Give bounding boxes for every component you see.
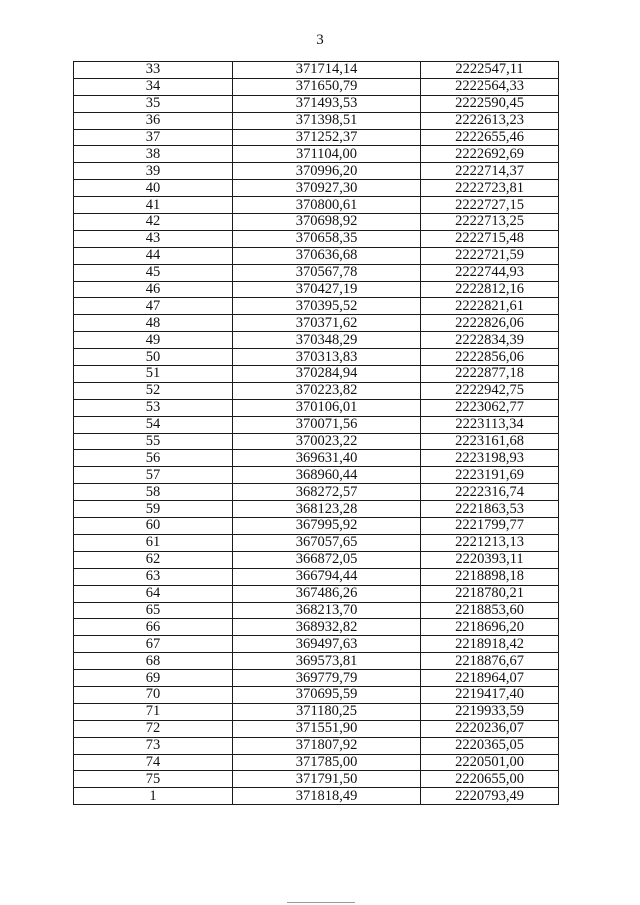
y-coordinate-cell: 2222692,69 [421, 146, 559, 163]
table-row [74, 163, 559, 180]
coordinates-table-body [74, 62, 559, 805]
table-row [74, 636, 559, 653]
y-coordinate-cell: 2220655,00 [421, 771, 559, 788]
point-number-cell: 58 [74, 484, 233, 501]
table-row [74, 788, 559, 805]
coordinates-table [73, 61, 559, 805]
point-number-cell: 63 [74, 568, 233, 585]
table-row [74, 771, 559, 788]
point-number-cell: 61 [74, 534, 233, 551]
y-coordinate-cell: 2223062,77 [421, 399, 559, 416]
y-coordinate-cell: 2223161,68 [421, 433, 559, 450]
table-row [74, 281, 559, 298]
x-coordinate-cell: 370695,59 [233, 686, 421, 703]
point-number-cell: 49 [74, 332, 233, 349]
point-number-cell: 65 [74, 602, 233, 619]
x-coordinate-cell: 370223,82 [233, 382, 421, 399]
table-row [74, 585, 559, 602]
table-row [74, 619, 559, 636]
point-number-cell: 50 [74, 349, 233, 366]
table-row [74, 349, 559, 366]
table-row [74, 653, 559, 670]
point-number-cell: 43 [74, 230, 233, 247]
point-number-cell: 51 [74, 366, 233, 383]
table-row [74, 197, 559, 214]
point-number-cell: 33 [74, 62, 233, 79]
x-coordinate-cell: 370698,92 [233, 214, 421, 231]
y-coordinate-cell: 2218696,20 [421, 619, 559, 636]
x-coordinate-cell: 366872,05 [233, 551, 421, 568]
y-coordinate-cell: 2222856,06 [421, 349, 559, 366]
x-coordinate-cell: 370927,30 [233, 180, 421, 197]
bottom-rule [287, 902, 355, 903]
table-row [74, 95, 559, 112]
table-row [74, 501, 559, 518]
point-number-cell: 47 [74, 298, 233, 315]
point-number-cell: 1 [74, 788, 233, 805]
y-coordinate-cell: 2222826,06 [421, 315, 559, 332]
table-row [74, 737, 559, 754]
point-number-cell: 73 [74, 737, 233, 754]
y-coordinate-cell: 2222812,16 [421, 281, 559, 298]
point-number-cell: 75 [74, 771, 233, 788]
point-number-cell: 40 [74, 180, 233, 197]
point-number-cell: 70 [74, 686, 233, 703]
table-row [74, 230, 559, 247]
table-row [74, 315, 559, 332]
table-row [74, 484, 559, 501]
table-row [74, 602, 559, 619]
table-row [74, 551, 559, 568]
x-coordinate-cell: 370106,01 [233, 399, 421, 416]
y-coordinate-cell: 2220393,11 [421, 551, 559, 568]
x-coordinate-cell: 367995,92 [233, 518, 421, 535]
y-coordinate-cell: 2219417,40 [421, 686, 559, 703]
y-coordinate-cell: 2219933,59 [421, 703, 559, 720]
point-number-cell: 53 [74, 399, 233, 416]
y-coordinate-cell: 2222547,11 [421, 62, 559, 79]
table-row [74, 686, 559, 703]
y-coordinate-cell: 2222721,59 [421, 247, 559, 264]
table-row [74, 433, 559, 450]
point-number-cell: 39 [74, 163, 233, 180]
point-number-cell: 57 [74, 467, 233, 484]
point-number-cell: 59 [74, 501, 233, 518]
y-coordinate-cell: 2222821,61 [421, 298, 559, 315]
table-row [74, 332, 559, 349]
y-coordinate-cell: 2222877,18 [421, 366, 559, 383]
x-coordinate-cell: 371785,00 [233, 754, 421, 771]
y-coordinate-cell: 2220365,05 [421, 737, 559, 754]
table-row [74, 214, 559, 231]
y-coordinate-cell: 2222714,37 [421, 163, 559, 180]
y-coordinate-cell: 2222590,45 [421, 95, 559, 112]
y-coordinate-cell: 2222715,48 [421, 230, 559, 247]
point-number-cell: 55 [74, 433, 233, 450]
table-row [74, 62, 559, 79]
x-coordinate-cell: 371650,79 [233, 78, 421, 95]
point-number-cell: 37 [74, 129, 233, 146]
y-coordinate-cell: 2218853,60 [421, 602, 559, 619]
x-coordinate-cell: 371807,92 [233, 737, 421, 754]
table-row [74, 703, 559, 720]
y-coordinate-cell: 2220793,49 [421, 788, 559, 805]
table-row [74, 247, 559, 264]
x-coordinate-cell: 370800,61 [233, 197, 421, 214]
table-row [74, 129, 559, 146]
x-coordinate-cell: 370567,78 [233, 264, 421, 281]
x-coordinate-cell: 366794,44 [233, 568, 421, 585]
point-number-cell: 36 [74, 112, 233, 129]
y-coordinate-cell: 2222713,25 [421, 214, 559, 231]
x-coordinate-cell: 370658,35 [233, 230, 421, 247]
table-row [74, 146, 559, 163]
point-number-cell: 62 [74, 551, 233, 568]
table-row [74, 670, 559, 687]
x-coordinate-cell: 368123,28 [233, 501, 421, 518]
point-number-cell: 52 [74, 382, 233, 399]
point-number-cell: 69 [74, 670, 233, 687]
table-row [74, 416, 559, 433]
y-coordinate-cell: 2223191,69 [421, 467, 559, 484]
point-number-cell: 44 [74, 247, 233, 264]
point-number-cell: 34 [74, 78, 233, 95]
point-number-cell: 68 [74, 653, 233, 670]
point-number-cell: 72 [74, 720, 233, 737]
y-coordinate-cell: 2218898,18 [421, 568, 559, 585]
y-coordinate-cell: 2222942,75 [421, 382, 559, 399]
table-row [74, 720, 559, 737]
table-row [74, 298, 559, 315]
y-coordinate-cell: 2222744,93 [421, 264, 559, 281]
y-coordinate-cell: 2222613,23 [421, 112, 559, 129]
table-row [74, 450, 559, 467]
y-coordinate-cell: 2222727,15 [421, 197, 559, 214]
x-coordinate-cell: 370636,68 [233, 247, 421, 264]
point-number-cell: 45 [74, 264, 233, 281]
y-coordinate-cell: 2223113,34 [421, 416, 559, 433]
x-coordinate-cell: 371551,90 [233, 720, 421, 737]
point-number-cell: 56 [74, 450, 233, 467]
x-coordinate-cell: 370023,22 [233, 433, 421, 450]
y-coordinate-cell: 2223198,93 [421, 450, 559, 467]
point-number-cell: 64 [74, 585, 233, 602]
table-row [74, 534, 559, 551]
point-number-cell: 38 [74, 146, 233, 163]
x-coordinate-cell: 371714,14 [233, 62, 421, 79]
point-number-cell: 74 [74, 754, 233, 771]
x-coordinate-cell: 371180,25 [233, 703, 421, 720]
x-coordinate-cell: 370313,83 [233, 349, 421, 366]
x-coordinate-cell: 370996,20 [233, 163, 421, 180]
point-number-cell: 46 [74, 281, 233, 298]
y-coordinate-cell: 2222655,46 [421, 129, 559, 146]
x-coordinate-cell: 370284,94 [233, 366, 421, 383]
x-coordinate-cell: 370348,29 [233, 332, 421, 349]
y-coordinate-cell: 2221213,13 [421, 534, 559, 551]
table-row [74, 264, 559, 281]
point-number-cell: 41 [74, 197, 233, 214]
x-coordinate-cell: 370427,19 [233, 281, 421, 298]
x-coordinate-cell: 370395,52 [233, 298, 421, 315]
y-coordinate-cell: 2222723,81 [421, 180, 559, 197]
point-number-cell: 54 [74, 416, 233, 433]
y-coordinate-cell: 2220236,07 [421, 720, 559, 737]
page-number: 3 [316, 32, 324, 48]
x-coordinate-cell: 371818,49 [233, 788, 421, 805]
table-row [74, 382, 559, 399]
point-number-cell: 35 [74, 95, 233, 112]
y-coordinate-cell: 2221799,77 [421, 518, 559, 535]
table-row [74, 366, 559, 383]
y-coordinate-cell: 2218918,42 [421, 636, 559, 653]
table-row [74, 568, 559, 585]
x-coordinate-cell: 371104,00 [233, 146, 421, 163]
table-row [74, 399, 559, 416]
x-coordinate-cell: 369497,63 [233, 636, 421, 653]
point-number-cell: 71 [74, 703, 233, 720]
y-coordinate-cell: 2220501,00 [421, 754, 559, 771]
y-coordinate-cell: 2218780,21 [421, 585, 559, 602]
y-coordinate-cell: 2222834,39 [421, 332, 559, 349]
point-number-cell: 60 [74, 518, 233, 535]
x-coordinate-cell: 371398,51 [233, 112, 421, 129]
table-row [74, 754, 559, 771]
table-row [74, 180, 559, 197]
table-row [74, 112, 559, 129]
x-coordinate-cell: 367486,26 [233, 585, 421, 602]
y-coordinate-cell: 2218964,07 [421, 670, 559, 687]
y-coordinate-cell: 2218876,67 [421, 653, 559, 670]
x-coordinate-cell: 370071,56 [233, 416, 421, 433]
point-number-cell: 48 [74, 315, 233, 332]
point-number-cell: 66 [74, 619, 233, 636]
x-coordinate-cell: 371493,53 [233, 95, 421, 112]
y-coordinate-cell: 2221863,53 [421, 501, 559, 518]
table-row [74, 467, 559, 484]
point-number-cell: 42 [74, 214, 233, 231]
x-coordinate-cell: 371791,50 [233, 771, 421, 788]
x-coordinate-cell: 369779,79 [233, 670, 421, 687]
point-number-cell: 67 [74, 636, 233, 653]
x-coordinate-cell: 368213,70 [233, 602, 421, 619]
table-row [74, 78, 559, 95]
table-row [74, 518, 559, 535]
x-coordinate-cell: 368932,82 [233, 619, 421, 636]
x-coordinate-cell: 367057,65 [233, 534, 421, 551]
y-coordinate-cell: 2222316,74 [421, 484, 559, 501]
x-coordinate-cell: 370371,62 [233, 315, 421, 332]
x-coordinate-cell: 369631,40 [233, 450, 421, 467]
x-coordinate-cell: 368960,44 [233, 467, 421, 484]
x-coordinate-cell: 368272,57 [233, 484, 421, 501]
y-coordinate-cell: 2222564,33 [421, 78, 559, 95]
x-coordinate-cell: 369573,81 [233, 653, 421, 670]
x-coordinate-cell: 371252,37 [233, 129, 421, 146]
